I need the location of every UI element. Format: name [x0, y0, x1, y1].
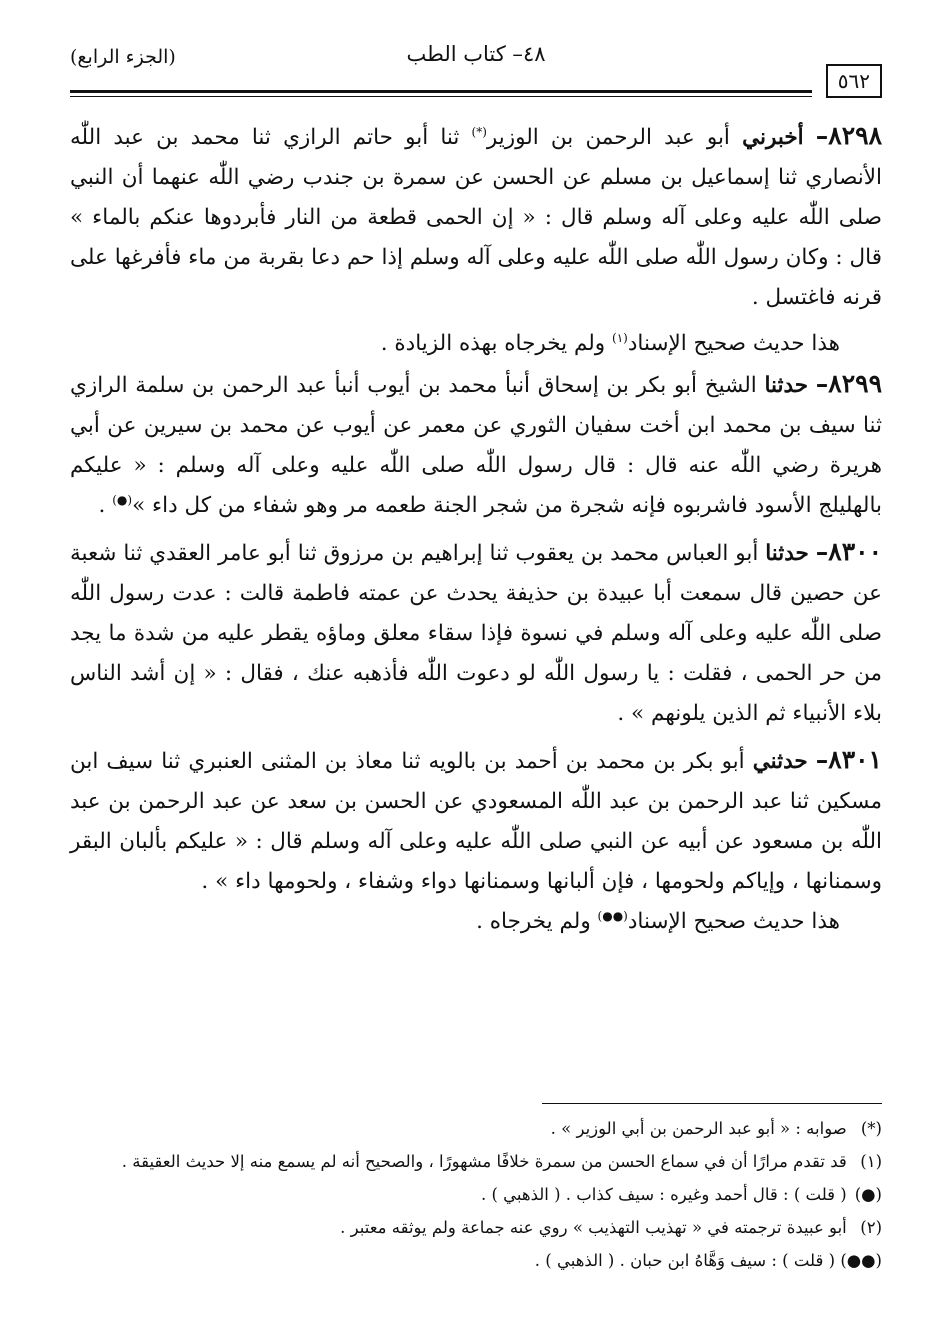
footnote-text: ( قلت ) : سيف وَهَّاهُ ابن حبان . ( الذهبي ) .: [534, 1251, 836, 1270]
hadith-text: أبو بكر بن محمد بن أحمد بن بالويه ثنا معاذ بن المثنى العنبري ثنا سيف ابن مسكين ثنا عبد الرحمن بن عبد اللّٰه المسعودي عن الحسن بن سعد عن عبد الرحمن بن عبد اللّٰه بن مسعود عن أبيه عن النبي صلى اللّٰه عليه وعلى آله وسلم قال : « عليكم بألبان البقر وسمنانها ، وإياكم ولحومها ، فإن ألبانها وسمنانها دواء وشفاء ، ولحومها داء » .: [70, 749, 882, 894]
footnote-text: قد تقدم مرارًا أن في سماع الحسن من سمرة خلافًا مشهورًا ، والصحيح أنه لم يسمع منه إلا حديث العقيقة .: [121, 1152, 847, 1171]
footnote-separator: [542, 1103, 882, 1104]
note-reference: (●): [112, 492, 133, 507]
footnote: [70, 1112, 882, 1145]
footnote-text: صوابه : « أبو عبد الرحمن بن أبي الوزير » .: [550, 1119, 847, 1138]
footnote-text: ( قلت ) : قال أحمد وغيره : سيف كذاب . ( الذهبي ) .: [480, 1185, 847, 1204]
grading-text: هذا حديث صحيح الإسناد: [627, 909, 840, 934]
header-rule-thick: [70, 90, 812, 93]
hadith-8298: [70, 116, 882, 318]
footnote: [70, 1244, 882, 1277]
grading-note-2: [70, 902, 882, 942]
hadith-keyword: حدثنا: [765, 541, 809, 566]
page-header: [70, 40, 882, 100]
grading-text: هذا حديث صحيح الإسناد: [627, 331, 840, 356]
footnote: [70, 1211, 882, 1244]
hadith-keyword: أخبرني: [742, 125, 804, 150]
grading-note-1: [70, 324, 882, 364]
header-rule-thin: [70, 96, 812, 97]
book-title: ٤٨– كتاب الطب: [406, 42, 546, 66]
footnotes: [70, 1112, 882, 1277]
note-reference: (١): [612, 330, 628, 345]
footnote: [70, 1145, 882, 1178]
hadith-number: ٨٢٩٨–: [815, 121, 882, 150]
hadith-text: أبو عبد الرحمن بن الوزير: [486, 125, 743, 150]
grading-text-continued: ولم يخرجاه .: [476, 909, 598, 934]
footnote-mark: (●●): [840, 1251, 882, 1270]
note-reference: (*): [471, 124, 487, 139]
page-number: ٥٦٢: [826, 64, 882, 98]
footnote-text: أبو عبيدة ترجمته في « تهذيب التهذيب » روي عنه جماعة ولم يوثقه معتبر .: [340, 1218, 847, 1237]
footnote-mark: (*): [860, 1119, 882, 1138]
grading-text-continued: ولم يخرجاه بهذه الزيادة .: [380, 331, 613, 356]
hadith-number: ٨٣٠١–: [815, 745, 882, 774]
hadith-8301: [70, 740, 882, 902]
note-reference: (●●): [597, 908, 628, 923]
footnote-mark: (١): [860, 1152, 882, 1171]
hadith-text-continued: .: [98, 493, 113, 518]
footnote-mark: (٢): [860, 1218, 882, 1237]
main-text: [70, 116, 882, 942]
hadith-8299: [70, 364, 882, 526]
hadith-keyword: حدثني: [752, 749, 808, 774]
hadith-8300: [70, 532, 882, 734]
hadith-number: ٨٢٩٩–: [815, 369, 882, 398]
footnote-mark: (●): [854, 1185, 882, 1204]
footnote: [70, 1178, 882, 1211]
volume-label: (الجزء الرابع): [70, 46, 176, 68]
hadith-text: أبو العباس محمد بن يعقوب ثنا إبراهيم بن مرزوق ثنا أبو عامر العقدي ثنا شعبة عن حصين قال سمعت أبا عبيدة بن حذيفة يحدث عن عمته فاطمة قالت : عدت رسول اللّٰه صلى اللّٰه عليه وعلى آله وسلم في نسوة فإذا سقاء معلق وماؤه يقطر عليه من شدة ما يجد من حر الحمى ، فقلت : يا رسول اللّٰه لو دعوت اللّٰه فأذهبه عنك ، فقال : « إن أشد الناس بلاء الأنبياء ثم الذين يلونهم » .: [70, 541, 882, 726]
hadith-keyword: حدثنا: [764, 373, 809, 398]
hadith-text: الشيخ أبو بكر بن إسحاق أنبأ محمد بن أيوب أنبأ عبد الرحمن بن سلمة الرازي ثنا سيف بن محمد ابن أخت سفيان الثوري عن معمر عن أيوب عن محمد بن سيرين عن أبي هريرة رضي اللّٰه عنه قال : قال رسول اللّٰه صلى اللّٰه عليه وعلى آله وسلم : « عليكم بالهليلج الأسود فاشربوه فإنه شجرة من شجر الجنة طعمه مر وهو شفاء من كل داء »: [70, 373, 882, 518]
hadith-text-continued: ثنا أبو حاتم الرازي ثنا محمد بن عبد اللّٰه الأنصاري ثنا إسماعيل بن مسلم عن الحسن عن سمرة بن جندب رضي اللّٰه عنهما أن النبي صلى اللّٰه عليه وعلى آله وسلم قال : « إن الحمى قطعة من النار فأبردوها عنكم بالماء » قال : وكان رسول اللّٰه صلى اللّٰه عليه وعلى آله وسلم إذا حم دعا بقربة من ماء فأفرغها على قرنه فاغتسل .: [70, 125, 882, 310]
hadith-number: ٨٣٠٠–: [815, 537, 882, 566]
